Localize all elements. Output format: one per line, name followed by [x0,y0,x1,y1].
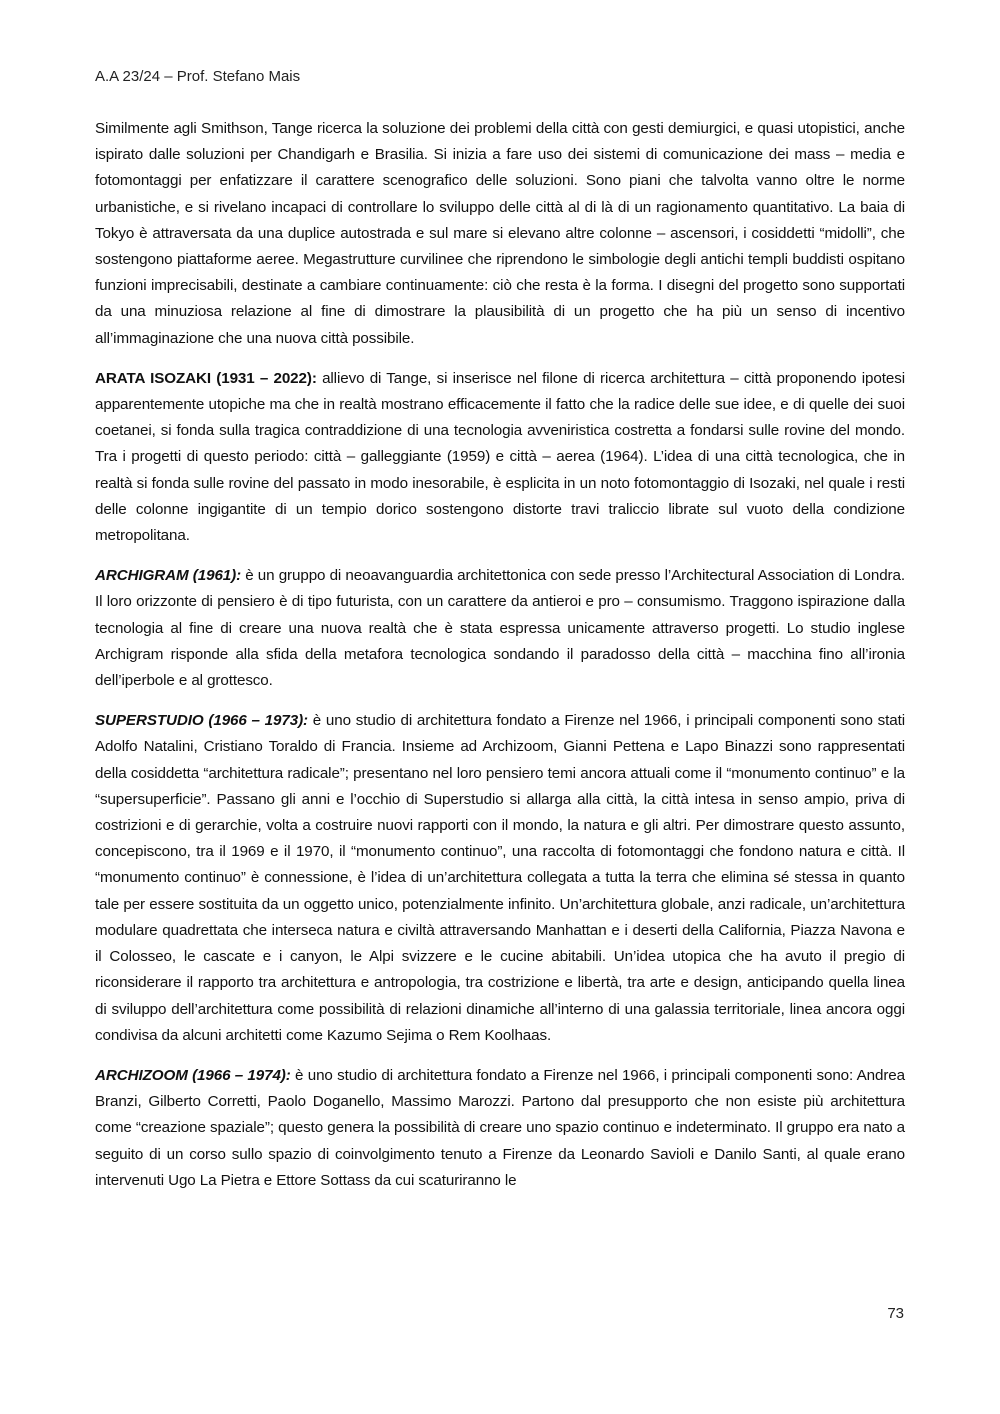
paragraph-archigram [95,563,905,694]
paragraph-text: allievo di Tange, si inserisce nel filone di ricerca architettura – città proponendo ipotesi apparentemente utopiche ma che in realtà mostrano efficacemente il fatto che la radice delle sue idee, e di quelle dei suoi coetanei, si fonda sulla tragica contraddizione di una tecnologia avveniristica costretta a fondarsi sulle rovine del mondo. Tra i progetti di questo periodo: città – galleggiante (1959) e città – aerea (1964). L’idea di una città tecnologica, che in realtà si fonda sulle rovine del passato in modo inesorabile, è esplicita in un noto fotomontaggio di Isozaki, nel quale i resti delle colonne ingigantite di un tempio dorico sostengono distorte travi traliccio librate sul vuoto della condizione metropolitana. [95,369,905,545]
page-body [95,116,905,1208]
paragraph-text: è uno studio di architettura fondato a Firenze nel 1966, i principali componenti sono: Andrea Branzi, Gilberto Corretti, Paolo Doganello, Massimo Marozzi. Partono dal presupporto che non esiste più architettura come “creazione spaziale”; questo genera la possibilità di creare uno spazio continuo e indeterminato. Il gruppo era nato a seguito di un corso sullo spazio di coinvolgimento tenuto a Firenze da Leonardo Savioli e Danilo Santi, al quale erano intervenuti Ugo La Pietra e Ettore Sottass da cui scaturiranno le [95,1066,905,1189]
paragraph-text: è uno studio di architettura fondato a Firenze nel 1966, i principali componenti sono stati Adolfo Natalini, Cristiano Toraldo di Francia. Insieme ad Archizoom, Gianni Pettena e Lapo Binazzi sono rappresentati della cosiddetta “architettura radicale”; presentano nel loro pensiero temi ancora attuali come il “monumento continuo” e la “supersuperficie”. Passano gli anni e l’occhio di Superstudio si allarga alla città, la città intesa in senso ampio, priva di costrizioni e di gerarchie, volta a costruire nuovi rapporti con il mondo, la natura e gli altri. Per dimostrare questo assunto, concepiscono, tra il 1969 e il 1970, il “monumento continuo”, una raccolta di fotomontaggi che fondono natura e città. Il “monumento continuo” è connessione, è l’idea di un’architettura collegata a tutta la terra che elimina sé stessa in quanto tale per essere sostituita da un oggetto unico, potenzialmente infinito. Un’architettura globale, anzi radicale, un’architettura modulare quadrettata che interseca natura e civiltà attraversando Manhattan e i deserti della California, Piazza Navona e il Colosseo, le cascate e i canyon, le Alpi svizzere e le cucine abitabili. Un’idea utopica che ha avuto il pregio di riconsiderare il rapporto tra architettura e antropologia, tra costrizione e libertà, tra arte e design, anticipando quella linea di sviluppo dell’architettura come possibilità di relazioni dinamiche all’interno di una galassia territoriale, linea ancora oggi condivisa da alcuni architetti come Kazumo Sejima o Rem Koolhaas. [95,712,905,1044]
paragraph-superstudio [95,708,905,1049]
paragraph-heading: SUPERSTUDIO (1966 – 1973): [95,712,308,730]
paragraph-archizoom [95,1063,905,1194]
paragraph-text: è un gruppo di neoavanguardia architettonica con sede presso l’Architectural Association di Londra. Il loro orizzonte di pensiero è di tipo futurista, con un carattere da antieroi e pro – consumismo. Traggono ispirazione dalla tecnologia al fine di creare una nuova realtà che è stata espressa unicamente attraverso progetti. Lo studio inglese Archigram risponde alla sfida della metafora tecnologica sondando il paradosso della città – macchina fino all’ironia dell’iperbole e al grottesco. [95,567,905,690]
paragraph-heading: ARCHIGRAM (1961): [95,567,242,585]
paragraph-isozaki [95,366,905,549]
paragraph-heading: ARCHIZOOM (1966 – 1974): [95,1066,291,1084]
page-header: A.A 23/24 – Prof. Stefano Mais [95,68,301,85]
paragraph-tange [95,116,905,352]
page-number: 73 [887,1305,904,1322]
paragraph-heading: ARATA ISOZAKI (1931 – 2022): [95,369,317,387]
paragraph-text: Similmente agli Smithson, Tange ricerca la soluzione dei problemi della città con gesti demiurgici, e quasi utopistici, anche ispirato dalle soluzioni per Chandigarh e Brasilia. Si inizia a fare uso dei sistemi di comunicazione dei mass – media e fotomontaggi per enfatizzare il carattere scenografico delle soluzioni. Sono piani che talvolta vanno oltre le norme urbanistiche, e si rivelano incapaci di controllare lo sviluppo delle città al di là di un ragionamento quantitativo. La baia di Tokyo è attraversata da una duplice autostrada e sul mare si elevano altre colonne – ascensori, i cosiddetti “midolli”, che sostengono piattaforme aeree. Megastrutture curvilinee che riprendono le simbologie degli antichi templi buddisti ospitano funzioni imprecisabili, destinate a cambiare continuamente: ciò che resta è la forma. I disegni del progetto sono supportati da una minuziosa relazione al fine di dimostrare la plausibilità di un progetto che ha più un senso di incentivo all’immaginazione che una nuova città possibile. [95,120,905,347]
